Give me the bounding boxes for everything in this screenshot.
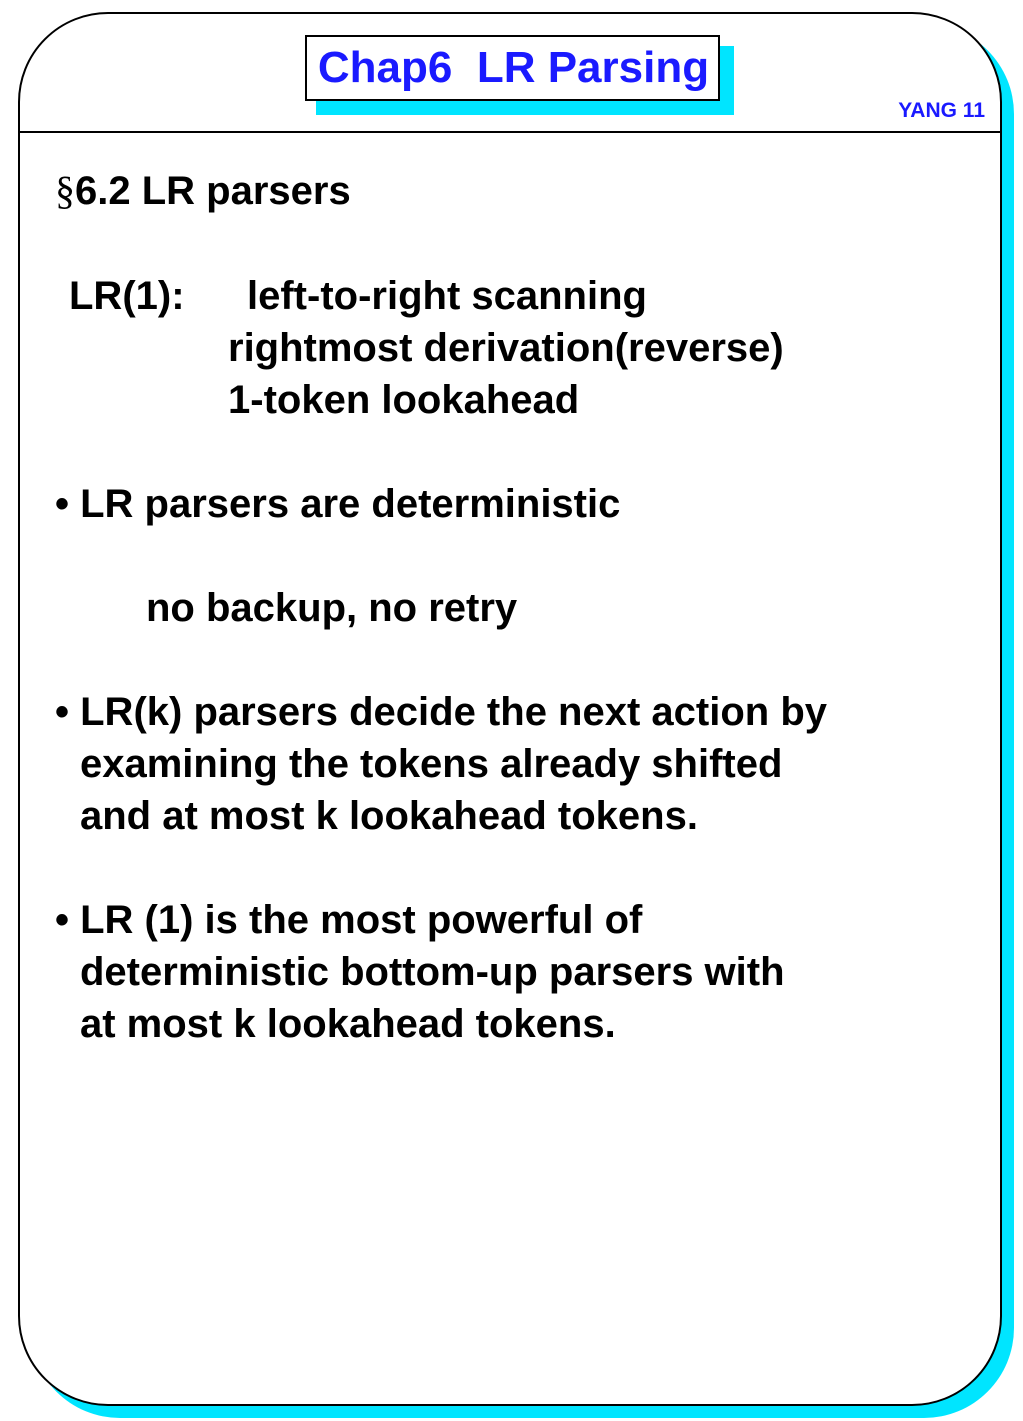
lr1-line-1: left-to-right scanning (247, 274, 647, 318)
lr1-line-3: 1-token lookahead (228, 378, 580, 422)
lr1-line-2: rightmost derivation(reverse) (228, 326, 784, 370)
header-divider (18, 131, 1002, 133)
bullet-2-line-2: examining the tokens already shifted (80, 742, 783, 786)
bullet-3-line-1: • LR (1) is the most powerful of (55, 898, 643, 942)
bullet-1-line-1: • LR parsers are deterministic (55, 482, 621, 526)
bullet-3-line-3: at most k lookahead tokens. (80, 1002, 616, 1046)
bullet-2-line-1: • LR(k) parsers decide the next action by (55, 690, 827, 734)
slide-title: Chap6 LR Parsing (317, 43, 710, 92)
lr1-term: LR(1): (69, 274, 185, 318)
bullet-1-note: no backup, no retry (146, 586, 518, 630)
bullet-2-line-3: and at most k lookahead tokens. (80, 794, 698, 838)
bullet-3-line-2: deterministic bottom-up parsers with (80, 950, 785, 994)
page-label: YANG 11 (898, 99, 985, 122)
section-heading (55, 167, 351, 215)
section-heading-text: 6.2 LR parsers (75, 169, 351, 213)
section-sign: § (55, 168, 75, 213)
